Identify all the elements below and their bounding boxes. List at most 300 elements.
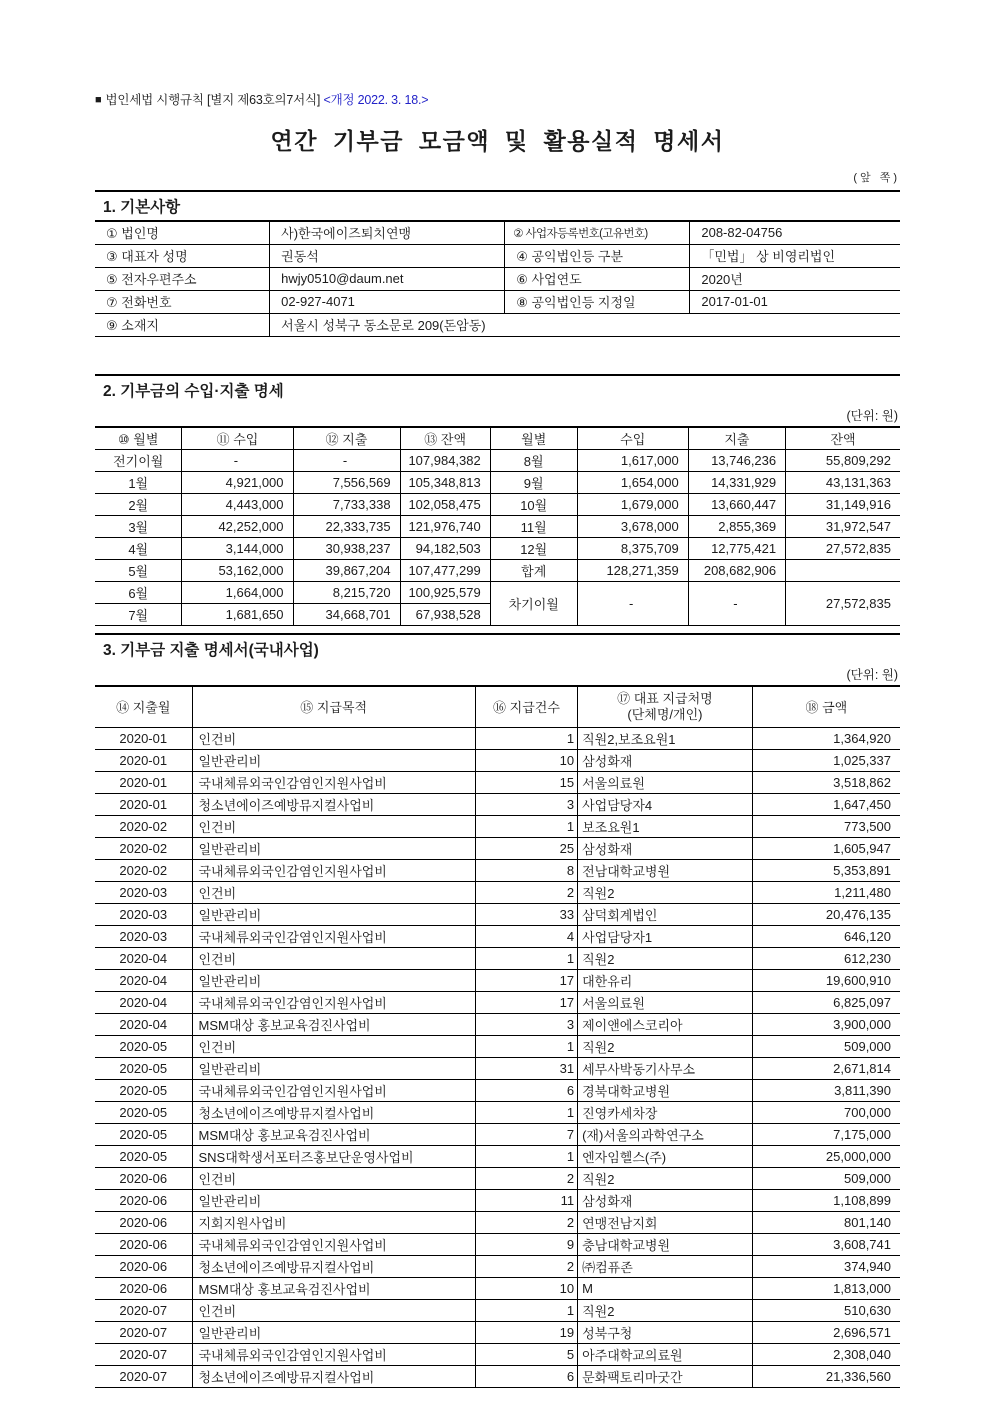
table-cell: - [577,581,688,625]
table-cell: 2020-07 [95,1300,192,1322]
table-cell: 14,331,929 [688,471,785,493]
table-cell: 509,000 [752,1036,900,1058]
table-cell: 직원2,보조요원1 [578,728,753,750]
table-row [95,860,900,882]
table-cell: ㈜컴퓨존 [578,1256,753,1278]
table-cell: MSM대상 홍보교육검진사업비 [192,1278,475,1300]
table-cell: 102,058,475 [400,493,490,515]
table-cell: 7월 [95,603,182,625]
table-row [95,1058,900,1080]
table-row [95,948,900,970]
page-title: 연간 기부금 모금액 및 활용실적 명세서 [270,128,725,154]
table-cell: 612,230 [752,948,900,970]
col-header-amount: ⑱ 금액 [752,686,900,728]
table-cell: 삼성화재 [578,750,753,772]
table-cell: 2020-01 [95,772,192,794]
income-expenditure-table [95,426,900,626]
table-cell: 국내체류외국인감염인지원사업비 [192,1344,475,1366]
table-cell: 일반관리비 [192,750,475,772]
table-cell: 8,375,709 [577,537,688,559]
table-cell: 12,775,421 [688,537,785,559]
table-row [95,449,900,471]
table-cell: 일반관리비 [192,838,475,860]
table-cell: 7,175,000 [752,1124,900,1146]
table-cell: 문화팩토리마굿간 [578,1366,753,1388]
table-cell: 13,660,447 [688,493,785,515]
table-cell: 773,500 [752,816,900,838]
table-row [95,838,900,860]
table-cell: 2 [475,882,577,904]
table-cell: 4 [475,926,577,948]
table-cell: 사업담당자4 [578,794,753,816]
table-row [95,1278,900,1300]
table-cell: 4,921,000 [182,471,293,493]
table-cell: 2020-06 [95,1168,192,1190]
table-cell: 2020-03 [95,926,192,948]
table-cell: 전남대학교병원 [578,860,753,882]
table-cell: 2017-01-01 [690,290,900,313]
table-cell: 208,682,906 [688,559,785,581]
table-row [95,1102,900,1124]
table-cell: 53,162,000 [182,559,293,581]
form-reference-line [95,90,900,108]
table-row [95,1168,900,1190]
table-cell: 3,900,000 [752,1014,900,1036]
table-cell: 일반관리비 [192,904,475,926]
table-cell: 2020-06 [95,1190,192,1212]
table-cell: ⑤ 전자우편주소 [95,267,270,290]
table-cell: 801,140 [752,1212,900,1234]
table-cell: 509,000 [752,1168,900,1190]
col-header-income2: 수입 [577,427,688,450]
table-cell: 2 [475,1168,577,1190]
table-cell: 2020-07 [95,1344,192,1366]
front-side-label: (앞 쪽) [853,172,900,184]
table-cell: 20,476,135 [752,904,900,926]
table-cell: 31,149,916 [786,493,900,515]
table-cell: 삼덕회계법인 [578,904,753,926]
table-cell: 30,938,237 [293,537,400,559]
table-cell: 3,518,862 [752,772,900,794]
table-cell: - [182,449,293,471]
table-cell: 1,681,650 [182,603,293,625]
table-cell: 직원2 [578,948,753,970]
table-cell: 6월 [95,581,182,603]
table-row [95,772,900,794]
table-cell: 인건비 [192,1300,475,1322]
table-cell: 인건비 [192,882,475,904]
section1-heading: 1. 기본사항 [95,190,900,220]
table-cell: 국내체류외국인감염인지원사업비 [192,992,475,1014]
col-header-payment-purpose: ⑮ 지급목적 [192,686,475,728]
table-cell: 엔자임헬스(주) [578,1146,753,1168]
table-cell: 6,825,097 [752,992,900,1014]
section3-unit-label: (단위: 원) [846,667,898,682]
col-header-expense: ⑫ 지출 [293,427,400,450]
table-cell: 2020-05 [95,1036,192,1058]
table-cell: 차기이월 [490,581,577,625]
table-cell: 사)한국에이즈퇴치연맹 [270,221,505,244]
square-bullet-icon: ■ [95,94,102,106]
table-cell: ③ 대표자 성명 [95,244,270,267]
table-cell: 1 [475,948,577,970]
income-expenditure-table-body [95,449,900,625]
table-cell: 일반관리비 [192,1322,475,1344]
table-cell: 4,443,000 [182,493,293,515]
table-cell: 2020-04 [95,970,192,992]
table-cell: 11월 [490,515,577,537]
table-row [95,1080,900,1102]
table-cell: 9 [475,1234,577,1256]
table-cell: 2020-03 [95,904,192,926]
table-cell: 7 [475,1124,577,1146]
table-cell: 10 [475,1278,577,1300]
form-reference-text: 법인세법 시행규칙 [별지 제63호의7서식] [105,93,321,107]
table-cell: 8,215,720 [293,581,400,603]
table-cell: 권동석 [270,244,505,267]
table-cell: 31,972,547 [786,515,900,537]
table-row [95,515,900,537]
table-cell: 5월 [95,559,182,581]
col-header-payee-line2: (단체명/개인) [627,706,703,722]
col-header-balance2: 잔액 [786,427,900,450]
col-header-expense-month: ⑭ 지출월 [95,686,192,728]
table-cell: - [293,449,400,471]
table-cell: 3 [475,1014,577,1036]
table-row [95,1212,900,1234]
table-row [95,493,900,515]
table-cell: 19 [475,1322,577,1344]
table-cell: 128,271,359 [577,559,688,581]
table-cell: 직원2 [578,1036,753,1058]
table-cell: 43,131,363 [786,471,900,493]
expenditure-detail-table [95,685,900,1389]
table-cell: 2020-05 [95,1080,192,1102]
table-cell: 지회지원사업비 [192,1212,475,1234]
table-cell: ① 법인명 [95,221,270,244]
col-header-payee [578,686,753,728]
table-cell: 2020-02 [95,860,192,882]
table-cell: 직원2 [578,882,753,904]
table-cell: 국내체류외국인감염인지원사업비 [192,860,475,882]
table-cell: 1,605,947 [752,838,900,860]
table-cell: 인건비 [192,1168,475,1190]
table-cell: 사업담당자1 [578,926,753,948]
table-row [95,471,900,493]
table-cell: (재)서울의과학연구소 [578,1124,753,1146]
table-row [95,992,900,1014]
table-cell: 22,333,735 [293,515,400,537]
table-cell: 100,925,579 [400,581,490,603]
table-row [95,750,900,772]
table-cell: 121,976,740 [400,515,490,537]
table-cell: 646,120 [752,926,900,948]
table-row [95,581,900,603]
table-cell: 삼성화재 [578,1190,753,1212]
table-cell: 33 [475,904,577,926]
table-cell: 15 [475,772,577,794]
col-header-expense2: 지출 [688,427,785,450]
table-cell: 2020-02 [95,838,192,860]
table-row [95,1234,900,1256]
table-cell: 1 [475,1036,577,1058]
expenditure-detail-header-row [95,686,900,728]
table-cell: 1 [475,728,577,750]
basic-info-table-body [95,221,900,336]
table-cell: 19,600,910 [752,970,900,992]
table-cell: 인건비 [192,816,475,838]
section2-unit-label: (단위: 원) [846,408,898,423]
table-cell: 42,252,000 [182,515,293,537]
table-cell: 7,733,338 [293,493,400,515]
table-cell: 1,647,450 [752,794,900,816]
table-cell: 1,617,000 [577,449,688,471]
table-cell: 9월 [490,471,577,493]
table-cell: 1 [475,1300,577,1322]
table-cell: 2020-01 [95,794,192,816]
table-cell: 2020-04 [95,1014,192,1036]
table-row [95,1366,900,1388]
table-cell [786,559,900,581]
table-cell: 3,678,000 [577,515,688,537]
table-cell: 02-927-4071 [270,290,505,313]
table-cell: 107,477,299 [400,559,490,581]
table-cell: 대한유리 [578,970,753,992]
table-row [95,244,900,267]
table-cell: 8 [475,860,577,882]
table-cell: 2,855,369 [688,515,785,537]
table-cell: 1 [475,816,577,838]
table-cell: 일반관리비 [192,1190,475,1212]
table-row [95,537,900,559]
table-cell: 11 [475,1190,577,1212]
table-cell: ⑦ 전화번호 [95,290,270,313]
table-row [95,926,900,948]
table-cell: 인건비 [192,728,475,750]
table-cell: 국내체류외국인감염인지원사업비 [192,926,475,948]
table-cell: 2020-06 [95,1212,192,1234]
table-cell: 2,308,040 [752,1344,900,1366]
table-cell: 25,000,000 [752,1146,900,1168]
table-cell: 국내체류외국인감염인지원사업비 [192,772,475,794]
table-row [95,1036,900,1058]
table-cell: 서울의료원 [578,992,753,1014]
table-row [95,1256,900,1278]
table-cell: 직원2 [578,1300,753,1322]
table-cell: 208-82-04756 [690,221,900,244]
table-row [95,559,900,581]
table-cell: 직원2 [578,1168,753,1190]
table-cell: 전기이월 [95,449,182,471]
table-cell: 인건비 [192,1036,475,1058]
table-row [95,728,900,750]
table-row [95,1146,900,1168]
table-cell: SNS대학생서포터즈홍보단운영사업비 [192,1146,475,1168]
table-cell: 2020-05 [95,1124,192,1146]
table-row [95,1322,900,1344]
table-cell: ④ 공익법인등 구분 [505,244,690,267]
table-cell: 700,000 [752,1102,900,1124]
table-cell: 1,108,899 [752,1190,900,1212]
table-cell: 2,671,814 [752,1058,900,1080]
table-cell: 일반관리비 [192,1058,475,1080]
table-cell: ⑨ 소재지 [95,313,270,336]
table-cell: 서울의료원 [578,772,753,794]
table-row [95,1014,900,1036]
table-cell: 1,664,000 [182,581,293,603]
table-cell: 아주대학교의료원 [578,1344,753,1366]
revision-date-text: <개정 2022. 3. 18.> [323,93,429,107]
table-cell: MSM대상 홍보교육검진사업비 [192,1124,475,1146]
table-row [95,1190,900,1212]
table-cell: 3,608,741 [752,1234,900,1256]
table-cell: 3월 [95,515,182,537]
table-cell: 1,364,920 [752,728,900,750]
table-cell: 4월 [95,537,182,559]
table-cell: 2020-01 [95,728,192,750]
section2-heading: 2. 기부금의 수입·지출 명세 [95,374,900,404]
table-row [95,313,900,336]
table-cell: 105,348,813 [400,471,490,493]
table-cell: 1,025,337 [752,750,900,772]
table-cell: 21,336,560 [752,1366,900,1388]
table-cell: 510,630 [752,1300,900,1322]
table-cell: 17 [475,992,577,1014]
table-cell: M [578,1278,753,1300]
table-cell: 6 [475,1080,577,1102]
table-cell: 청소년에이즈예방뮤지컬사업비 [192,794,475,816]
table-cell: 서울시 성북구 동소문로 209(돈암동) [270,313,900,336]
table-cell: 10 [475,750,577,772]
table-cell: 34,668,701 [293,603,400,625]
table-cell: - [688,581,785,625]
col-header-payee-line1: ⑰ 대표 지급처명 [617,690,713,706]
table-cell: 충남대학교병원 [578,1234,753,1256]
table-row [95,290,900,313]
table-cell: 연맹전남지회 [578,1212,753,1234]
table-cell: 2020-05 [95,1058,192,1080]
table-cell: 3,144,000 [182,537,293,559]
table-cell: 1,654,000 [577,471,688,493]
table-cell: 2020-07 [95,1366,192,1388]
table-cell: 제이앤에스코리아 [578,1014,753,1036]
table-cell: 55,809,292 [786,449,900,471]
table-cell: 7,556,569 [293,471,400,493]
table-row [95,1300,900,1322]
table-cell: 94,182,503 [400,537,490,559]
table-cell: 2020-03 [95,882,192,904]
table-row [95,1124,900,1146]
table-cell: 일반관리비 [192,970,475,992]
table-cell: 25 [475,838,577,860]
table-cell: 8월 [490,449,577,471]
table-cell: 청소년에이즈예방뮤지컬사업비 [192,1256,475,1278]
table-cell: 경북대학교병원 [578,1080,753,1102]
income-expenditure-header-row [95,427,900,450]
table-cell: 「민법」 상 비영리법인 [690,244,900,267]
table-cell: 2월 [95,493,182,515]
table-row [95,221,900,244]
table-cell: 67,938,528 [400,603,490,625]
table-cell: 2020-01 [95,750,192,772]
section3-heading: 3. 기부금 지출 명세서(국내사업) [95,633,900,663]
table-cell: 2 [475,1256,577,1278]
table-cell: 107,984,382 [400,449,490,471]
table-cell: 세무사박동기사무소 [578,1058,753,1080]
table-cell: 2020-05 [95,1146,192,1168]
table-cell: 1 [475,1102,577,1124]
col-header-balance: ⑬ 잔액 [400,427,490,450]
table-cell: 성북구청 [578,1322,753,1344]
table-cell: 2020-02 [95,816,192,838]
table-cell: 1 [475,1146,577,1168]
table-cell: 2,696,571 [752,1322,900,1344]
table-cell: 청소년에이즈예방뮤지컬사업비 [192,1366,475,1388]
table-cell: 17 [475,970,577,992]
table-cell: 3 [475,794,577,816]
table-cell: 5,353,891 [752,860,900,882]
table-cell: 1,211,480 [752,882,900,904]
table-cell: ⑧ 공익법인등 지정일 [505,290,690,313]
col-header-payment-count: ⑯ 지급건수 [475,686,577,728]
table-cell: 인건비 [192,948,475,970]
table-cell: 2020-06 [95,1256,192,1278]
table-cell: 진영카세차장 [578,1102,753,1124]
table-row [95,794,900,816]
table-cell: 2020-05 [95,1102,192,1124]
expenditure-detail-table-body [95,728,900,1388]
table-row [95,267,900,290]
table-cell: 합계 [490,559,577,581]
table-cell: 5 [475,1344,577,1366]
table-cell: 12월 [490,537,577,559]
table-cell: 10월 [490,493,577,515]
table-cell: 2020-07 [95,1322,192,1344]
table-cell: MSM대상 홍보교육검진사업비 [192,1014,475,1036]
table-cell: 31 [475,1058,577,1080]
basic-info-table [95,220,900,337]
table-cell: 국내체류외국인감염인지원사업비 [192,1234,475,1256]
table-cell: 1,679,000 [577,493,688,515]
table-cell: 27,572,835 [786,537,900,559]
table-cell: 1,813,000 [752,1278,900,1300]
table-cell: 374,940 [752,1256,900,1278]
table-row [95,882,900,904]
col-header-month: ⑩ 월별 [95,427,182,450]
table-cell: 2 [475,1212,577,1234]
col-header-income: ⑪ 수입 [182,427,293,450]
table-cell: 2020-06 [95,1278,192,1300]
table-cell: ⑥ 사업연도 [505,267,690,290]
table-cell: 2020년 [690,267,900,290]
table-cell: 2020-04 [95,948,192,970]
table-cell: 보조요원1 [578,816,753,838]
table-cell: hwjy0510@daum.net [270,267,505,290]
table-row [95,970,900,992]
table-cell: 13,746,236 [688,449,785,471]
table-cell: 1월 [95,471,182,493]
table-row [95,1344,900,1366]
table-cell: 6 [475,1366,577,1388]
table-cell: 삼성화재 [578,838,753,860]
table-row [95,904,900,926]
table-cell: 27,572,835 [786,581,900,625]
table-cell: 국내체류외국인감염인지원사업비 [192,1080,475,1102]
col-header-month2: 월별 [490,427,577,450]
table-cell: ② 사업자등록번호(고유번호) [505,221,690,244]
table-cell: 2020-06 [95,1234,192,1256]
table-cell: 39,867,204 [293,559,400,581]
